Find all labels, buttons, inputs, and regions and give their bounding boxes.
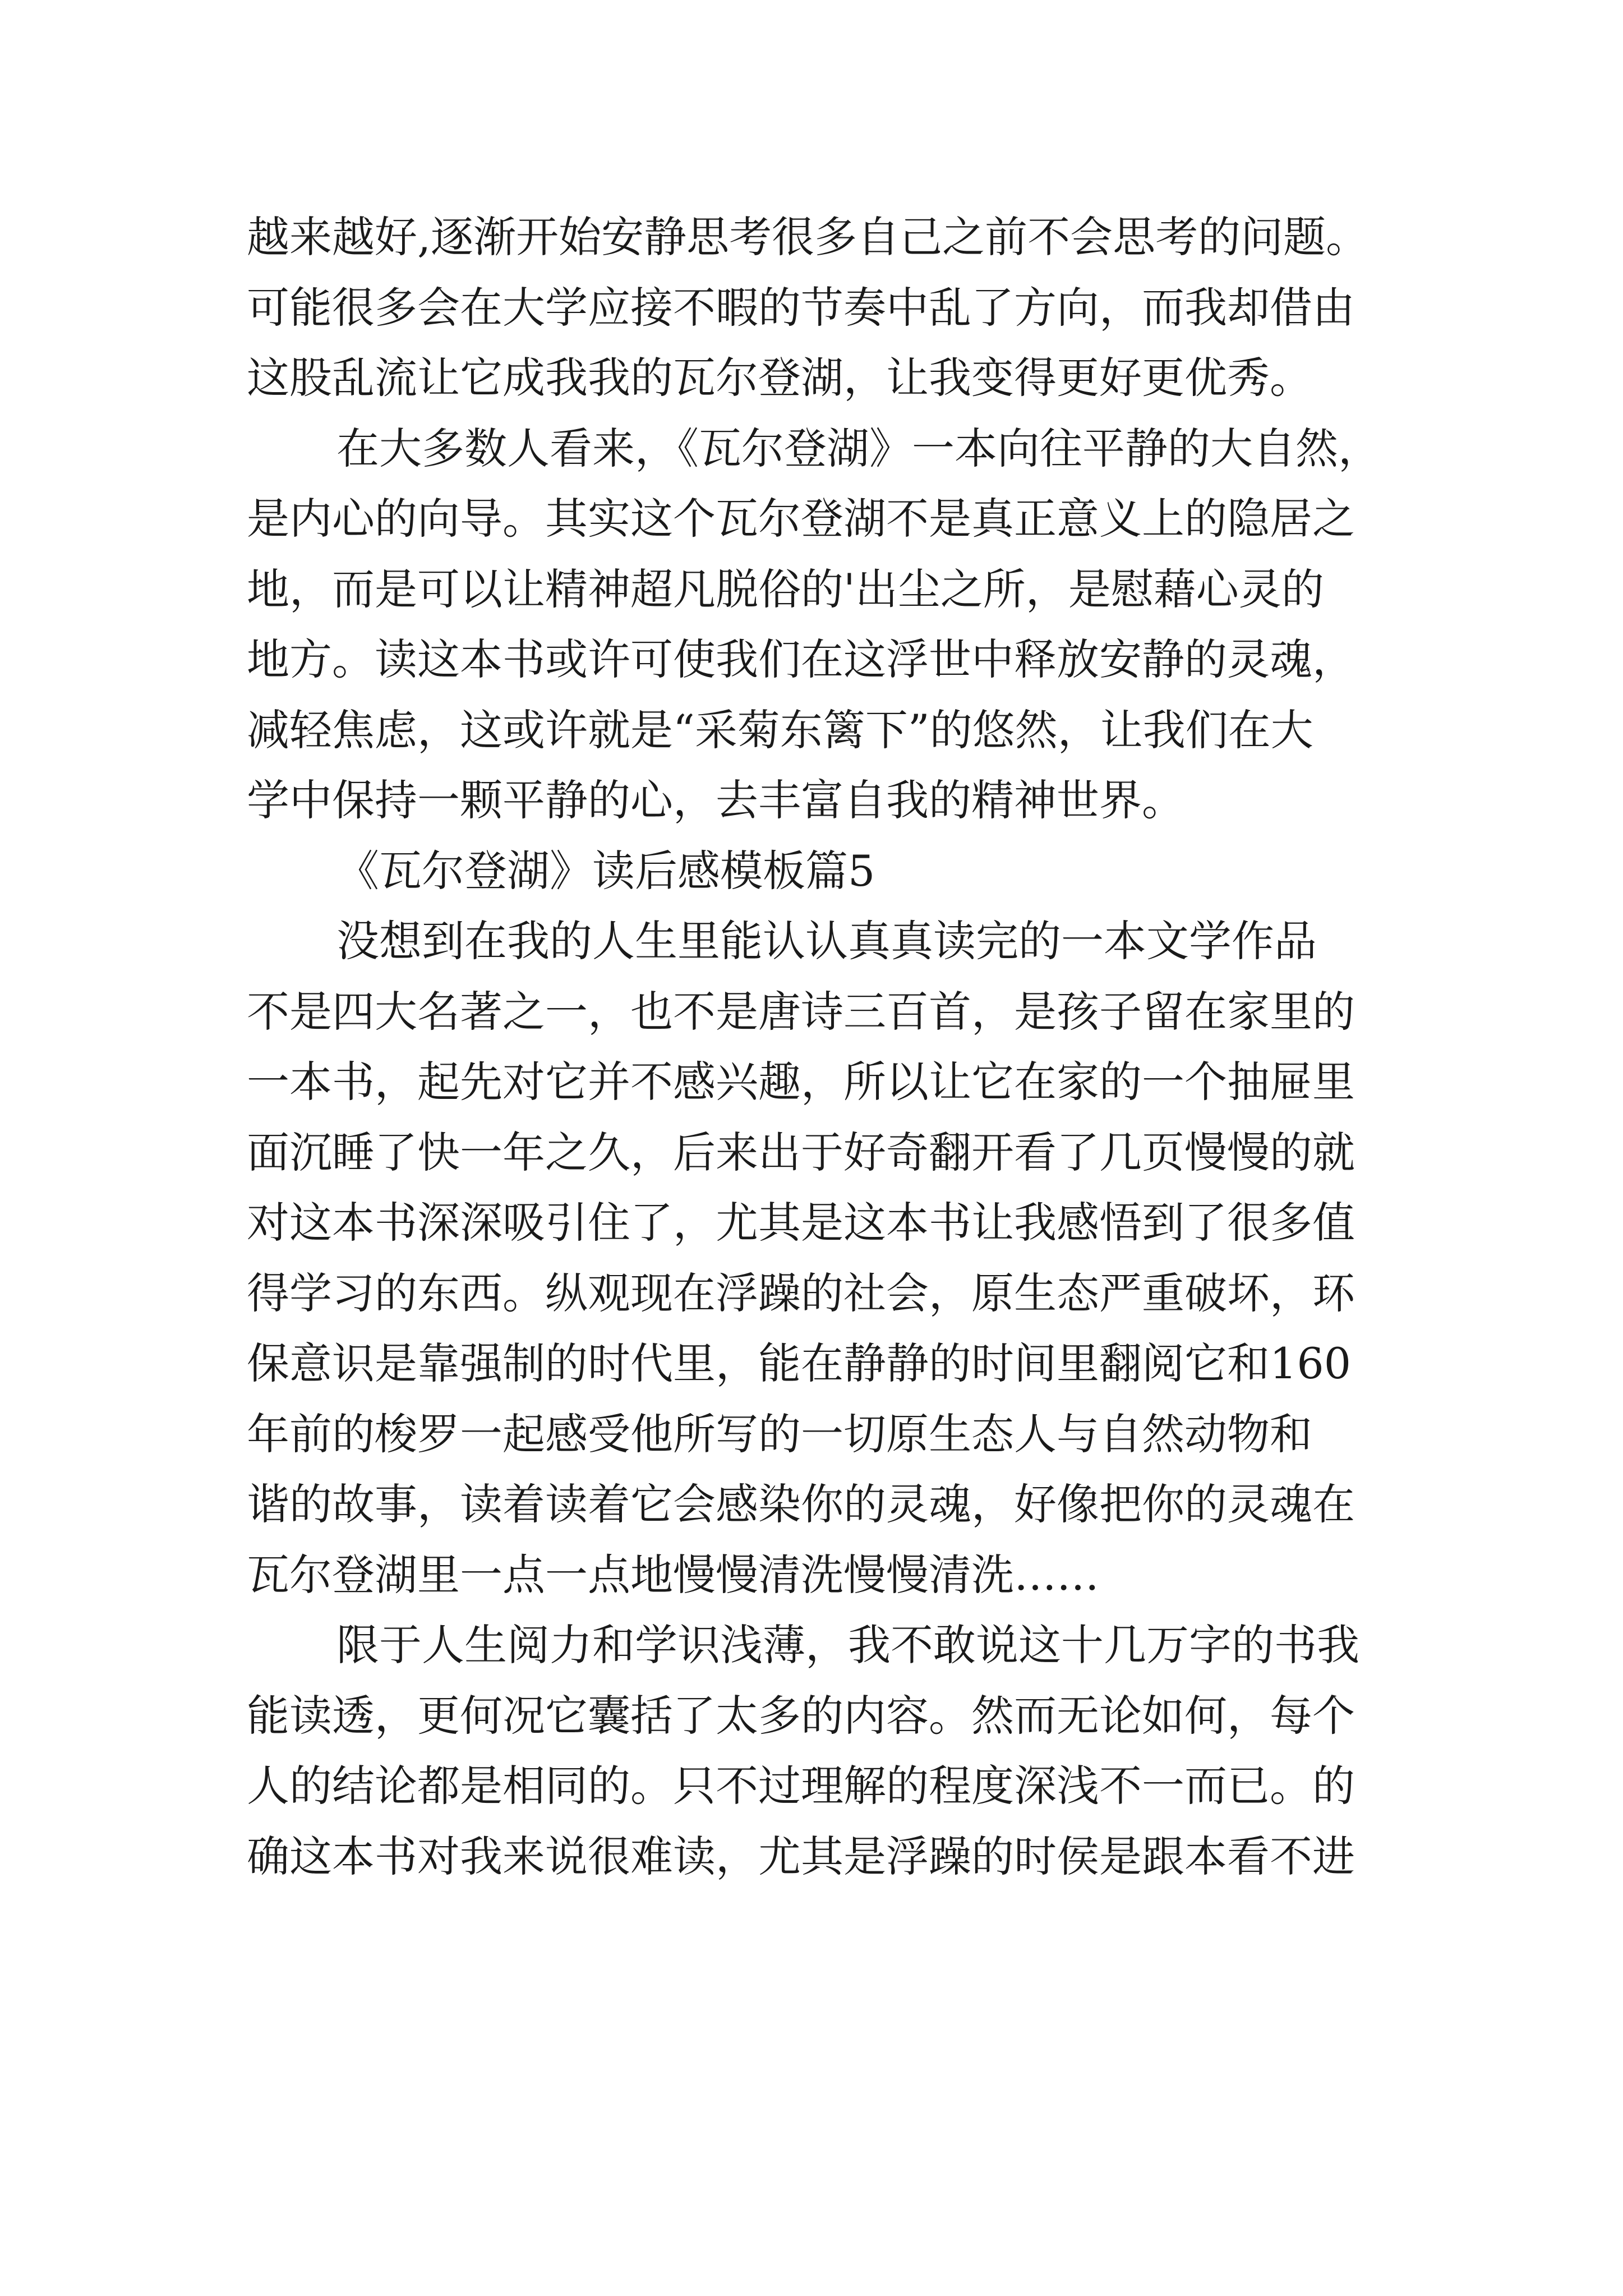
text-line: 人的结论都是相同的。只不过理解的程度深浅不一而已。的 <box>247 1761 1355 1811</box>
paragraph-start-line: 没想到在我的人生里能认认真真读完的一本文学作品 <box>336 916 1317 966</box>
text-line: 瓦尔登湖里一点一点地慢慢清洗慢慢清洗…… <box>247 1549 1099 1600</box>
text-line: 能读透，更何况它囊括了太多的内容。然而无论如何，每个 <box>247 1690 1355 1741</box>
text-line: 面沉睡了快一年之久，后来出于好奇翻开看了几页慢慢的就 <box>247 1127 1355 1177</box>
text-line: 越来越好,逐渐开始安静思考很多自己之前不会思考的问题。 <box>247 212 1369 262</box>
text-line: 学中保持一颗平静的心，去丰富自我的精神世界。 <box>247 775 1184 825</box>
text-line: 保意识是靠强制的时代里，能在静静的时间里翻阅它和160 <box>247 1338 1352 1388</box>
paragraph-start-line: 限于人生阅力和学识浅薄，我不敢说这十几万字的书我 <box>336 1620 1359 1670</box>
text-line: 不是四大名著之一，也不是唐诗三百首，是孩子留在家里的 <box>247 986 1355 1037</box>
text-line: 一本书，起先对它并不感兴趣，所以让它在家的一个抽屉里 <box>247 1057 1355 1107</box>
text-line: 谐的故事，读着读着它会感染你的灵魂，好像把你的灵魂在 <box>247 1479 1355 1529</box>
text-line: 减轻焦虑，这或许就是“采菊东篱下”的悠然，让我们在大 <box>247 705 1313 755</box>
text-line: 地方。读这本书或许可使我们在这浮世中释放安静的灵魂， <box>247 634 1355 684</box>
text-line: 可能很多会在大学应接不暇的节奏中乱了方向，而我却借由 <box>247 282 1355 333</box>
body-text <box>247 202 1436 1892</box>
section-heading: 《瓦尔登湖》读后感模板篇5 <box>336 845 875 896</box>
text-line: 年前的梭罗一起感受他所写的一切原生态人与自然动物和 <box>247 1409 1312 1459</box>
text-line: 是内心的向导。其实这个瓦尔登湖不是真正意义上的隐居之 <box>247 494 1355 544</box>
text-line: 确这本书对我来说很难读，尤其是浮躁的时侯是跟本看不进 <box>247 1831 1355 1881</box>
text-line: 这股乱流让它成我我的瓦尔登湖，让我变得更好更优秀。 <box>247 353 1312 403</box>
text-line: 地，而是可以让精神超凡脱俗的'出尘之所，是慰藉心灵的 <box>247 564 1324 614</box>
paragraph-start-line: 在大多数人看来，《瓦尔登湖》一本向往平静的大自然， <box>336 423 1381 473</box>
text-line: 对这本书深深吸引住了，尤其是这本书让我感悟到了很多值 <box>247 1198 1355 1248</box>
text-line: 得学习的东西。纵观现在浮躁的社会，原生态严重破坏，环 <box>247 1268 1355 1318</box>
